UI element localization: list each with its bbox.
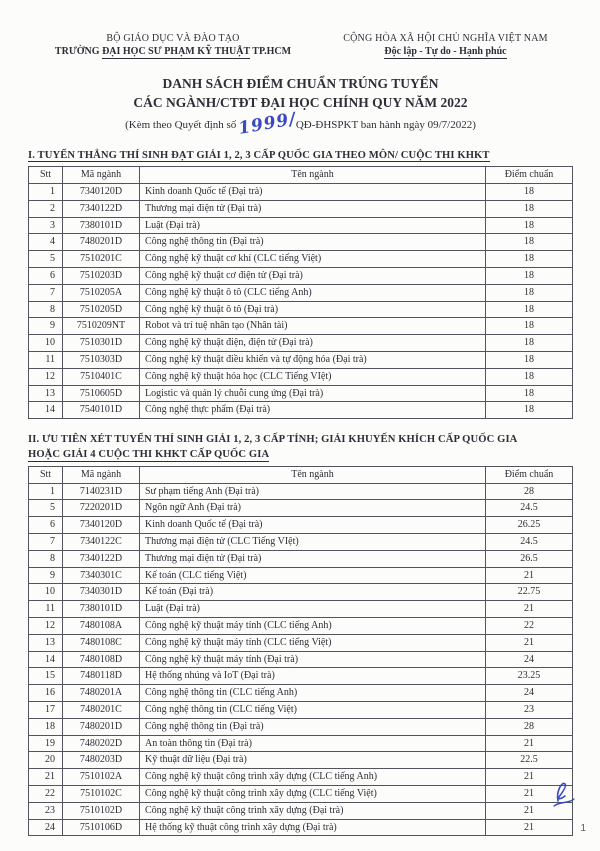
- table-cell: 7340122C: [63, 534, 140, 551]
- table-cell: 23.25: [486, 668, 573, 685]
- table-cell: 13: [29, 634, 63, 651]
- table-cell: 21: [29, 769, 63, 786]
- table-cell: 19: [29, 735, 63, 752]
- table-cell: 18: [486, 200, 573, 217]
- table-cell: 21: [486, 567, 573, 584]
- table-cell: 1: [29, 483, 63, 500]
- table-cell: 8: [29, 301, 63, 318]
- table-cell: Công nghệ kỹ thuật ô tô (Đại trà): [140, 301, 486, 318]
- table-cell: 20: [29, 752, 63, 769]
- table-cell: 21: [486, 819, 573, 836]
- section-2-heading-line2: [28, 447, 573, 462]
- table-cell: 10: [29, 335, 63, 352]
- table-cell: 12: [29, 617, 63, 634]
- table-cell: Công nghệ kỹ thuật điều khiển và tự động hóa (Đại trà): [140, 351, 486, 368]
- table-cell: 8: [29, 550, 63, 567]
- table-cell: 7480201A: [63, 685, 140, 702]
- table-cell: 18: [486, 351, 573, 368]
- table-cell: Công nghệ kỹ thuật máy tính (CLC tiếng Anh): [140, 617, 486, 634]
- table-cell: 7480108A: [63, 617, 140, 634]
- table-cell: 7480201D: [63, 234, 140, 251]
- page-number: 1: [580, 823, 586, 834]
- table-cell: 7510301D: [63, 335, 140, 352]
- column-header-ten-nganh: Tên ngành: [140, 466, 486, 483]
- table-cell: 22: [486, 617, 573, 634]
- table-row: [29, 351, 573, 368]
- table-cell: 18: [486, 385, 573, 402]
- table-cell: Công nghệ kỹ thuật hóa học (CLC Tiếng VIệt): [140, 368, 486, 385]
- table-cell: 18: [486, 335, 573, 352]
- table-cell: 6: [29, 517, 63, 534]
- table-row: [29, 183, 573, 200]
- table-cell: Thương mại điện tử (Đại trà): [140, 550, 486, 567]
- table-cell: 18: [29, 718, 63, 735]
- table-cell: 13: [29, 385, 63, 402]
- handwritten-initial-mark: [550, 779, 580, 813]
- national-motto-block: [318, 33, 573, 57]
- table-cell: 28: [486, 483, 573, 500]
- table-row: [29, 301, 573, 318]
- table-cell: 7510102C: [63, 785, 140, 802]
- table-cell: 18: [486, 234, 573, 251]
- table-cell: 7480201C: [63, 701, 140, 718]
- table-cell: 18: [486, 251, 573, 268]
- table-row: [29, 651, 573, 668]
- table-cell: Luật (Đại trà): [140, 601, 486, 618]
- table-cell: 24.5: [486, 500, 573, 517]
- table-cell: 7510205A: [63, 284, 140, 301]
- section-1-table: [28, 166, 573, 419]
- table-cell: 5: [29, 500, 63, 517]
- table-cell: Công nghệ kỹ thuật công trình xây dựng (CLC tiếng Anh): [140, 769, 486, 786]
- document-title-line1: DANH SÁCH ĐIỂM CHUẨN TRÚNG TUYỂN: [162, 76, 439, 91]
- table-row: [29, 785, 573, 802]
- table-cell: 18: [486, 402, 573, 419]
- table-cell: Công nghệ kỹ thuật công trình xây dựng (Đại trà): [140, 802, 486, 819]
- section-2-heading-line1: II. ƯU TIÊN XÉT TUYỂN THÍ SINH GIẢI 1, 2, 3 CẤP TỈNH; GIẢI KHUYẾN KHÍCH CẤP QUỐC GIA: [28, 434, 518, 446]
- table-cell: 23: [29, 802, 63, 819]
- table-cell: 18: [486, 217, 573, 234]
- table-row: [29, 550, 573, 567]
- table-cell: 7480108C: [63, 634, 140, 651]
- table-cell: 12: [29, 368, 63, 385]
- table-cell: 10: [29, 584, 63, 601]
- table-cell: 11: [29, 601, 63, 618]
- table-cell: 11: [29, 351, 63, 368]
- table-row: [29, 284, 573, 301]
- national-header: [28, 33, 573, 57]
- table-cell: 7340122D: [63, 550, 140, 567]
- table-cell: 5: [29, 251, 63, 268]
- table-cell: Luật (Đại trà): [140, 217, 486, 234]
- column-header-stt: Stt: [29, 167, 63, 184]
- table-cell: 7480202D: [63, 735, 140, 752]
- table-cell: 17: [29, 701, 63, 718]
- table-cell: 7340301D: [63, 584, 140, 601]
- table-cell: 3: [29, 217, 63, 234]
- table-cell: 18: [486, 301, 573, 318]
- table-row: [29, 668, 573, 685]
- table-cell: Công nghệ thực phẩm (Đại trà): [140, 402, 486, 419]
- table-cell: Thương mại điện tử (CLC Tiếng VIệt): [140, 534, 486, 551]
- table-cell: Kế toán (Đại trà): [140, 584, 486, 601]
- table-cell: Công nghệ thông tin (CLC tiếng Việt): [140, 701, 486, 718]
- table-header-row: [29, 167, 573, 184]
- table-cell: 7510209NT: [63, 318, 140, 335]
- table-row: [29, 483, 573, 500]
- table-row: [29, 217, 573, 234]
- table-row: [29, 567, 573, 584]
- title-block: [28, 75, 573, 139]
- table-cell: 26.25: [486, 517, 573, 534]
- section-2-heading-line2-text: HOẶC GIẢI 4 CUỘC THI KHKT CẤP QUỐC GIA: [28, 449, 270, 461]
- table-row: [29, 251, 573, 268]
- table-cell: 7380101D: [63, 217, 140, 234]
- section-1-heading-text: I. TUYỂN THẲNG THÍ SINH ĐẠT GIẢI 1, 2, 3 CẤP QUỐC GIA THEO MÔN/ CUỘC THI KHKT: [28, 149, 490, 161]
- table-cell: 22: [29, 785, 63, 802]
- table-cell: Kinh doanh Quốc tế (Đại trà): [140, 183, 486, 200]
- university-name-underlined: ĐẠI HỌC SƯ PHẠM KỸ THUẬT: [102, 46, 250, 57]
- table-cell: 7510605D: [63, 385, 140, 402]
- table-cell: 18: [486, 183, 573, 200]
- decision-reference-prefix: (Kèm theo Quyết định số: [125, 118, 237, 131]
- table-cell: 18: [486, 267, 573, 284]
- national-motto-text: Độc lập - Tự do - Hạnh phúc: [384, 46, 507, 57]
- table-cell: Kỹ thuật dữ liệu (Đại trà): [140, 752, 486, 769]
- table-cell: Logistic và quản lý chuỗi cung ứng (Đại trà): [140, 385, 486, 402]
- table-cell: 21: [486, 634, 573, 651]
- table-cell: 7340301C: [63, 567, 140, 584]
- issuing-authority-block: [28, 33, 318, 57]
- table-cell: 7140231D: [63, 483, 140, 500]
- table-cell: 7: [29, 534, 63, 551]
- table-cell: Công nghệ kỹ thuật máy tính (Đại trà): [140, 651, 486, 668]
- table-cell: 7510401C: [63, 368, 140, 385]
- table-cell: 7340120D: [63, 183, 140, 200]
- table-row: [29, 634, 573, 651]
- table-row: [29, 267, 573, 284]
- table-row: [29, 368, 573, 385]
- table-cell: 7480203D: [63, 752, 140, 769]
- table-cell: 22.5: [486, 752, 573, 769]
- university-name-suffix: TP.HCM: [249, 46, 292, 57]
- table-cell: 18: [486, 368, 573, 385]
- table-cell: Công nghệ kỹ thuật cơ điện tử (Đại trà): [140, 267, 486, 284]
- table-cell: Hệ thống nhúng và IoT (Đại trà): [140, 668, 486, 685]
- republic-name: CỘNG HÒA XÃ HỘI CHỦ NGHĨA VIỆT NAM: [343, 33, 548, 44]
- section-1-heading: [28, 148, 573, 163]
- table-cell: 24: [486, 685, 573, 702]
- table-cell: Robot và trí tuệ nhân tạo (Nhân tài): [140, 318, 486, 335]
- table-cell: Công nghệ kỹ thuật ô tô (CLC tiếng Anh): [140, 284, 486, 301]
- column-header-ten-nganh: Tên ngành: [140, 167, 486, 184]
- table-cell: 4: [29, 234, 63, 251]
- table-cell: 7220201D: [63, 500, 140, 517]
- table-cell: Hệ thống kỹ thuật công trình xây dựng (Đại trà): [140, 819, 486, 836]
- table-cell: 24: [486, 651, 573, 668]
- table-row: [29, 802, 573, 819]
- table-cell: Công nghệ thông tin (Đại trà): [140, 718, 486, 735]
- table-cell: Sư phạm tiếng Anh (Đại trà): [140, 483, 486, 500]
- table-row: [29, 718, 573, 735]
- table-cell: Công nghệ kỹ thuật cơ khí (CLC tiếng Việt): [140, 251, 486, 268]
- column-header-diem-chuan: Điểm chuẩn: [486, 167, 573, 184]
- table-row: [29, 534, 573, 551]
- table-row: [29, 385, 573, 402]
- table-cell: 7480108D: [63, 651, 140, 668]
- table-row: [29, 234, 573, 251]
- table-cell: 7510102A: [63, 769, 140, 786]
- table-cell: 1: [29, 183, 63, 200]
- ministry-name: BỘ GIÁO DỤC VÀ ĐÀO TẠO: [106, 33, 240, 44]
- table-cell: Kế toán (CLC tiếng Việt): [140, 567, 486, 584]
- table-cell: 18: [486, 284, 573, 301]
- column-header-ma-nganh: Mã ngành: [63, 167, 140, 184]
- table-cell: 21: [486, 735, 573, 752]
- university-name-prefix: TRƯỜNG: [54, 46, 103, 57]
- table-cell: 7510102D: [63, 802, 140, 819]
- table-cell: 9: [29, 318, 63, 335]
- table-row: [29, 318, 573, 335]
- table-cell: 21: [486, 769, 573, 786]
- table-cell: 23: [486, 701, 573, 718]
- national-motto: [318, 46, 573, 57]
- table-cell: Kinh doanh Quốc tế (Đại trà): [140, 517, 486, 534]
- table-cell: 7510106D: [63, 819, 140, 836]
- section-2-table: [28, 466, 573, 837]
- table-cell: An toàn thông tin (Đại trà): [140, 735, 486, 752]
- table-cell: 7480201D: [63, 718, 140, 735]
- table-row: [29, 701, 573, 718]
- table-cell: 21: [486, 601, 573, 618]
- table-cell: 7510203D: [63, 267, 140, 284]
- table-row: [29, 200, 573, 217]
- table-cell: 7510303D: [63, 351, 140, 368]
- table-row: [29, 685, 573, 702]
- table-cell: Công nghệ thông tin (CLC tiếng Anh): [140, 685, 486, 702]
- table-cell: 26.5: [486, 550, 573, 567]
- table-row: [29, 402, 573, 419]
- table-row: [29, 735, 573, 752]
- table-cell: 24: [29, 819, 63, 836]
- table-row: [29, 769, 573, 786]
- table-cell: 7510201C: [63, 251, 140, 268]
- table-cell: 7480118D: [63, 668, 140, 685]
- column-header-diem-chuan: Điểm chuẩn: [486, 466, 573, 483]
- table-cell: 21: [486, 802, 573, 819]
- table-cell: 14: [29, 651, 63, 668]
- table-header-row: [29, 466, 573, 483]
- table-cell: 22.75: [486, 584, 573, 601]
- table-cell: 16: [29, 685, 63, 702]
- table-cell: Thương mại điện tử (Đại trà): [140, 200, 486, 217]
- document-title-line2: CÁC NGÀNH/CTĐT ĐẠI HỌC CHÍNH QUY NĂM 2022: [133, 94, 468, 110]
- table-cell: 2: [29, 200, 63, 217]
- table-cell: Công nghệ thông tin (Đại trà): [140, 234, 486, 251]
- table-cell: 6: [29, 267, 63, 284]
- table-cell: 7380101D: [63, 601, 140, 618]
- table-cell: 21: [486, 785, 573, 802]
- table-cell: Công nghệ kỹ thuật điện, điện tử (Đại trà): [140, 335, 486, 352]
- table-cell: 7340122D: [63, 200, 140, 217]
- table-cell: 9: [29, 567, 63, 584]
- table-cell: 18: [486, 318, 573, 335]
- handwritten-decision-number: 1999/: [237, 108, 299, 139]
- table-row: [29, 601, 573, 618]
- table-cell: 15: [29, 668, 63, 685]
- table-row: [29, 752, 573, 769]
- table-cell: 7510205D: [63, 301, 140, 318]
- university-name: [28, 46, 318, 57]
- table-row: [29, 500, 573, 517]
- decision-reference-suffix: QĐ-ĐHSPKT ban hành ngày 09/7/2022): [295, 118, 476, 131]
- column-header-stt: Stt: [29, 466, 63, 483]
- column-header-ma-nganh: Mã ngành: [63, 466, 140, 483]
- table-cell: 7: [29, 284, 63, 301]
- table-row: [29, 335, 573, 352]
- table-row: [29, 617, 573, 634]
- table-cell: 24.5: [486, 534, 573, 551]
- table-row: [29, 517, 573, 534]
- table-row: [29, 819, 573, 836]
- table-cell: 28: [486, 718, 573, 735]
- section-2-heading: [28, 432, 573, 463]
- table-cell: 14: [29, 402, 63, 419]
- table-cell: Công nghệ kỹ thuật máy tính (CLC tiếng Việt): [140, 634, 486, 651]
- decision-reference: [28, 108, 573, 139]
- table-cell: Ngôn ngữ Anh (Đại trà): [140, 500, 486, 517]
- table-cell: 7340120D: [63, 517, 140, 534]
- table-cell: Công nghệ kỹ thuật công trình xây dựng (CLC tiếng Việt): [140, 785, 486, 802]
- table-cell: 7540101D: [63, 402, 140, 419]
- table-row: [29, 584, 573, 601]
